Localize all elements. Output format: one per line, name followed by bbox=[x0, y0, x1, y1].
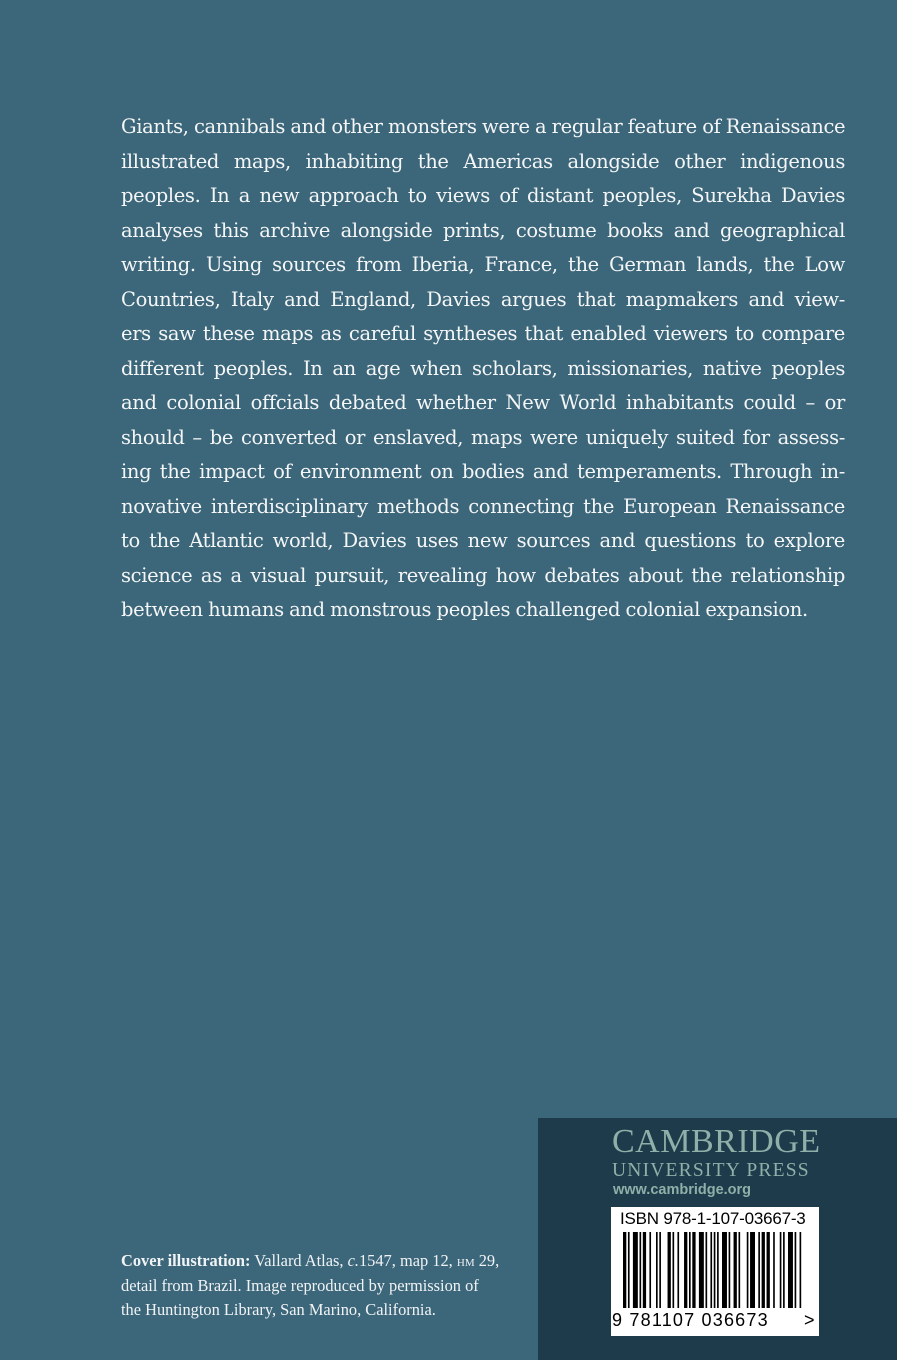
barcode-quiet-zone-arrow: > bbox=[804, 1310, 815, 1330]
barcode-bar bbox=[729, 1232, 731, 1308]
publisher-logo-text bbox=[612, 1123, 821, 1182]
barcode-bar bbox=[750, 1232, 755, 1308]
barcode-bar bbox=[710, 1232, 712, 1308]
barcode-bar bbox=[800, 1232, 802, 1308]
barcode-bar bbox=[734, 1232, 737, 1308]
barcode-bar bbox=[747, 1232, 749, 1308]
barcode-bar bbox=[773, 1232, 775, 1308]
barcode-bar bbox=[689, 1232, 691, 1308]
publisher-name-line-2: UNIVERSITY PRESS bbox=[612, 1160, 810, 1181]
blurb-line: should – be converted or enslaved, maps were uniquely suited for assess- bbox=[121, 425, 845, 449]
barcode-bar bbox=[649, 1232, 651, 1308]
barcode-bar bbox=[643, 1232, 646, 1308]
blurb-line: illustrated maps, inhabiting the Americas alongside other indigenous bbox=[121, 149, 845, 173]
barcode-bar bbox=[714, 1232, 716, 1308]
back-cover-blurb bbox=[121, 110, 845, 628]
barcode-bar bbox=[722, 1232, 727, 1308]
barcode-bar bbox=[699, 1232, 704, 1308]
barcode-bar bbox=[767, 1232, 770, 1308]
blurb-line: between humans and monstrous peoples challenged colonial expansion. bbox=[121, 598, 808, 621]
blurb-line: science as a visual pursuit, revealing how debates about the relationship bbox=[121, 563, 845, 587]
credit-line-1 bbox=[121, 1249, 531, 1274]
blurb-line: analyses this archive alongside prints, costume books and geographical bbox=[121, 218, 845, 242]
barcode-bar bbox=[762, 1232, 765, 1308]
barcode-bar bbox=[659, 1232, 661, 1308]
credit-line-2: detail from Brazil. Image reproduced by permission of bbox=[121, 1275, 479, 1295]
blurb-line: ers saw these maps as careful syntheses that enabled viewers to compare bbox=[121, 322, 845, 345]
credit-atlas: Vallard Atlas, bbox=[254, 1251, 344, 1270]
barcode-bar bbox=[706, 1232, 708, 1308]
blurb-line: and colonial offcials debated whether New World inhabitants could – or bbox=[121, 391, 845, 414]
credit-hm-number: 29, bbox=[478, 1251, 500, 1270]
barcode-bar bbox=[677, 1232, 679, 1308]
credit-label: Cover illustration: bbox=[121, 1251, 251, 1270]
barcode-bar bbox=[668, 1232, 671, 1308]
credit-circa: c. bbox=[347, 1251, 359, 1270]
barcode-bar bbox=[628, 1232, 630, 1308]
blurb-line: ing the impact of environment on bodies and temperaments. Through in- bbox=[121, 460, 845, 483]
publisher-url: www.cambridge.org bbox=[613, 1182, 752, 1198]
isbn-barcode bbox=[611, 1207, 819, 1336]
blurb-line: novative interdisciplinary methods connecting the European Renaissance bbox=[121, 494, 845, 518]
cover-illustration-credit bbox=[121, 1249, 531, 1323]
credit-date-map: 1547, map 12, bbox=[358, 1251, 453, 1270]
barcode-bar bbox=[783, 1232, 785, 1308]
barcode-bar bbox=[692, 1232, 695, 1308]
barcode-bar bbox=[623, 1232, 626, 1308]
barcode-digits: 9 781107 036673 bbox=[612, 1310, 769, 1330]
barcode-bar bbox=[739, 1232, 741, 1308]
blurb-line: Giants, cannibals and other monsters were a regular feature of Renaissance bbox=[121, 115, 846, 138]
isbn-label: ISBN 978-1-107-03667-3 bbox=[620, 1209, 806, 1228]
credit-hm: hm bbox=[456, 1251, 475, 1270]
blurb-line: different peoples. In an age when scholars, missionaries, native peoples bbox=[121, 356, 845, 380]
barcode-bar bbox=[656, 1232, 658, 1308]
barcode-bar bbox=[684, 1232, 687, 1308]
barcode-bar bbox=[717, 1232, 719, 1308]
barcode-bar bbox=[795, 1232, 797, 1308]
barcode-bar bbox=[780, 1232, 782, 1308]
publisher-name-line-1: CAMBRIDGE bbox=[612, 1123, 821, 1160]
barcode-bar bbox=[758, 1232, 760, 1308]
barcode-bar bbox=[788, 1232, 793, 1308]
blurb-line: Countries, Italy and England, Davies argues that mapmakers and view- bbox=[121, 287, 845, 311]
credit-line-3: the Huntington Library, San Marino, California. bbox=[121, 1300, 436, 1319]
blurb-line: writing. Using sources from Iberia, France, the German lands, the Low bbox=[121, 253, 845, 276]
blurb-line: peoples. In a new approach to views of distant peoples, Surekha Davies bbox=[121, 184, 845, 207]
barcode-bar bbox=[640, 1232, 642, 1308]
blurb-line: to the Atlantic world, Davies uses new sources and questions to explore bbox=[121, 529, 845, 552]
barcode-bar bbox=[673, 1232, 675, 1308]
barcode-bars bbox=[619, 1232, 811, 1316]
barcode-bar bbox=[633, 1232, 638, 1308]
